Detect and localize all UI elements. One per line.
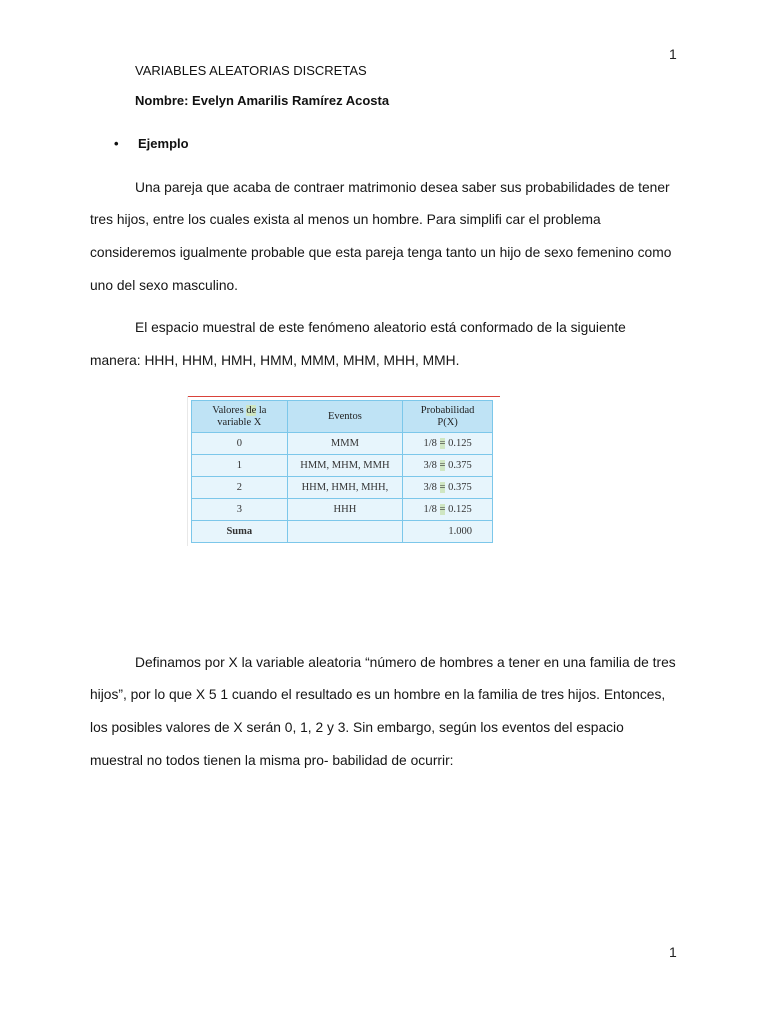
cell-x: 0 [192, 433, 288, 455]
paragraph-line: El espacio muestral de este fenómeno aleatorio está conformado de la siguiente [135, 320, 626, 335]
page-number-bottom: 1 [669, 944, 677, 960]
page-number-top: 1 [669, 46, 677, 62]
table-header-row [192, 401, 493, 433]
probability-table-figure [187, 396, 500, 546]
document-title: VARIABLES ALEATORIAS DISCRETAS [135, 63, 367, 78]
cell-events: HHM, HMH, MHH, [287, 477, 403, 499]
cell-probability: 3/8 = 0.375 [403, 477, 493, 499]
paragraph-line: hijos”, por lo que X 5 1 cuando el resultado es un hombre en la familia de tres hijos. Entonces, [90, 687, 666, 702]
cell-events: MMM [287, 433, 403, 455]
bullet-item-ejemplo [114, 136, 189, 151]
bullet-icon: • [114, 136, 119, 151]
paragraph-line: consideremos igualmente probable que esta pareja tenga tanto un hijo de sexo femenino como [90, 245, 672, 260]
figure-top-rule [187, 396, 500, 397]
cell-x: 1 [192, 455, 288, 477]
table-row [192, 433, 493, 455]
paragraph-line: muestral no todos tienen la misma pro- babilidad de ocurrir: [90, 753, 454, 768]
paragraph-line: Una pareja que acaba de contraer matrimonio desea saber sus probabilidades de tener [135, 180, 670, 195]
table-row [192, 455, 493, 477]
cell-probability: 1/8 = 0.125 [403, 433, 493, 455]
bullet-label: Ejemplo [138, 136, 189, 151]
cell-x: 2 [192, 477, 288, 499]
cell-events: HHH [287, 499, 403, 521]
paragraph-line: los posibles valores de X serán 0, 1, 2 y 3. Sin embargo, según los eventos del espacio [90, 720, 624, 735]
paragraph-line: tres hijos, entre los cuales exista al menos un hombre. Para simplifi car el problema [90, 212, 601, 227]
table-row [192, 477, 493, 499]
header-eventos: Eventos [287, 401, 403, 433]
paragraph-line: uno del sexo masculino. [90, 278, 239, 293]
table-row [192, 499, 493, 521]
figure-left-rule [187, 396, 188, 546]
author-line: Nombre: Evelyn Amarilis Ramírez Acosta [135, 93, 390, 108]
table-sum-row [192, 521, 493, 543]
sum-empty-cell [287, 521, 403, 543]
cell-events: HMM, MHM, MMH [287, 455, 403, 477]
paragraph-line: manera: HHH, HHM, HMH, HMM, MMM, MHM, MHH, MMH. [90, 353, 460, 368]
cell-probability: 3/8 = 0.375 [403, 455, 493, 477]
header-probabilidad: Probabilidad P(X) [403, 401, 493, 433]
paragraph-line: Definamos por X la variable aleatoria “número de hombres a tener en una familia de tres [135, 655, 676, 670]
cell-x: 3 [192, 499, 288, 521]
sum-value: 1.000 [403, 521, 493, 543]
cell-probability: 1/8 = 0.125 [403, 499, 493, 521]
header-variable-x: Valores de la variable X [192, 401, 288, 433]
sum-label: Suma [192, 521, 288, 543]
probability-table [191, 400, 493, 543]
